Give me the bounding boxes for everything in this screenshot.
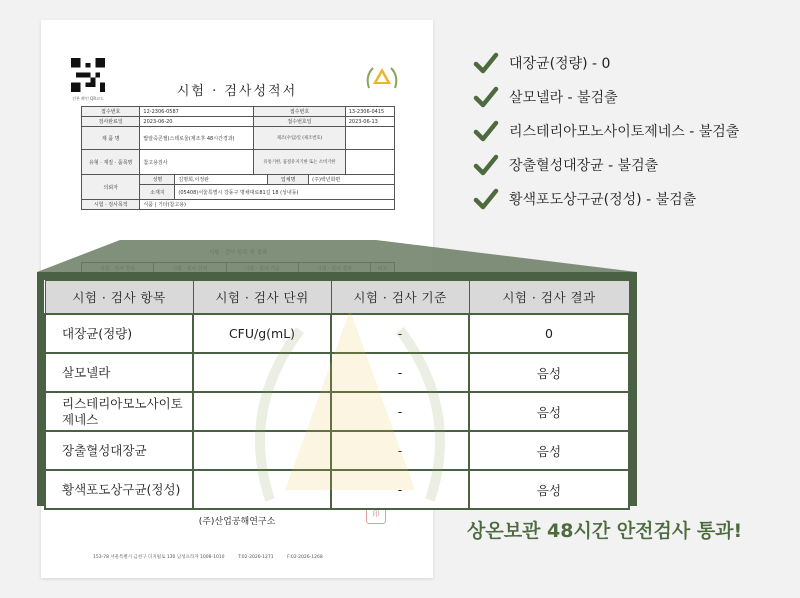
address-label: 소재지 [140,185,175,199]
type-label: 유형 · 재질 · 품목명 [82,150,140,175]
row-result: 음성 [469,431,629,470]
checklist-item [473,46,739,80]
footer-phone: T:02-2026-1271 [237,555,274,560]
maker-label: 제조(수입)일 (제조번호) [254,127,346,150]
header-result: 시험 · 검사 결과 [469,281,629,315]
expiry-label: 유통기한, 품질유지기한 또는 소비기한 [254,150,346,175]
receive-date-label: 접수번호일 [254,117,346,127]
row-standard: - [331,470,469,509]
row-standard: - [331,392,469,431]
results-header-row [45,281,629,315]
table-row [45,314,629,353]
row-item: 황색포도상구균(정성) [45,470,193,509]
qr-caption: 진본 확인 QR코드 [72,96,104,101]
footer-fax: F:02-2026-1268 [287,555,323,560]
checklist-item [473,114,739,148]
purpose-value: 식품 | 기타(참고용) [140,200,395,210]
checklist-label: 황색포도상구균(정성) - 불검출 [509,192,697,208]
name-label: 성명 [140,175,175,184]
client-label: 의뢰자 [82,175,140,200]
checklist-label: 리스테리아모노사이토제네스 - 불검출 [509,124,740,140]
table-row [45,470,629,509]
tagline: 상온보관 48시간 안전검사 통과! [467,520,743,542]
check-icon [473,152,499,178]
row-standard: - [331,431,469,470]
test-date-label: 검사완료일 [82,117,140,127]
issue-no-label: 접수번호 [254,107,346,117]
receive-date: 2023-06-13 [345,117,394,127]
row-result: 음성 [469,353,629,392]
check-icon [473,84,499,110]
row-item: 대장균(정량) [45,314,193,353]
row-standard: - [331,353,469,392]
header-unit: 시험 · 검사 단위 [193,281,331,315]
row-result: 0 [469,314,629,353]
row-item: 장출혈성대장균 [45,431,193,470]
check-icon [473,118,499,144]
results-table [44,280,630,510]
row-result: 음성 [469,470,629,509]
checklist-item [473,182,739,216]
document-title: 시험 · 검사성적서 [176,84,298,99]
test-result-checklist [473,46,739,216]
receipt-no-label: 접수번호 [82,107,140,117]
table-row [45,353,629,392]
row-unit: CFU/g(mL) [193,314,331,353]
product-label: 제 품 명 [82,127,140,150]
table-row [45,392,629,431]
purpose-label: 시험 · 검사목적 [82,200,140,210]
check-icon [473,50,499,76]
table-row [45,431,629,470]
row-standard: - [331,314,469,353]
header-standard: 시험 · 검사 기준 [331,281,469,315]
checklist-item [473,80,739,114]
test-date: 2023-06-20 [140,117,254,127]
row-item: 리스테리아모노사이토제네스 [45,392,193,431]
row-unit [193,353,331,392]
row-result: 음성 [469,392,629,431]
check-icon [473,186,499,212]
checklist-item [473,148,739,182]
row-unit [193,392,331,431]
row-item: 살모넬라 [45,353,193,392]
organization-name: (주)산업공해연구소 [198,517,276,527]
checklist-label: 장출혈성대장균 - 불검출 [509,158,659,174]
client-name: 김명희,이정완 [175,175,268,184]
checklist-label: 대장균(정량) - 0 [509,56,611,72]
company-label: 업체명 [268,175,309,184]
type-value: 참고용검사 [140,150,254,175]
footer-address: 153-78 서울특별시 금천구 디지털로 130 남성프라자 1008-1010 [93,555,225,560]
row-unit [193,470,331,509]
company-name: (주)백년화편 [312,177,341,183]
receipt-no: 12-2306-0587 [140,107,254,117]
row-unit [193,431,331,470]
product-name: 밥알죽콘젤(스테로울(제조후 48시간경과) [140,127,254,150]
header-item: 시험 · 검사 항목 [45,281,193,315]
issue-no: 13-2306-0415 [345,107,394,117]
checklist-label: 살모넬라 - 불검출 [509,90,618,106]
seal-stamp: 印 [366,504,386,524]
client-address: (05408)서울특별시 강동구 명채대로81길 18 (성내동) [178,189,299,196]
